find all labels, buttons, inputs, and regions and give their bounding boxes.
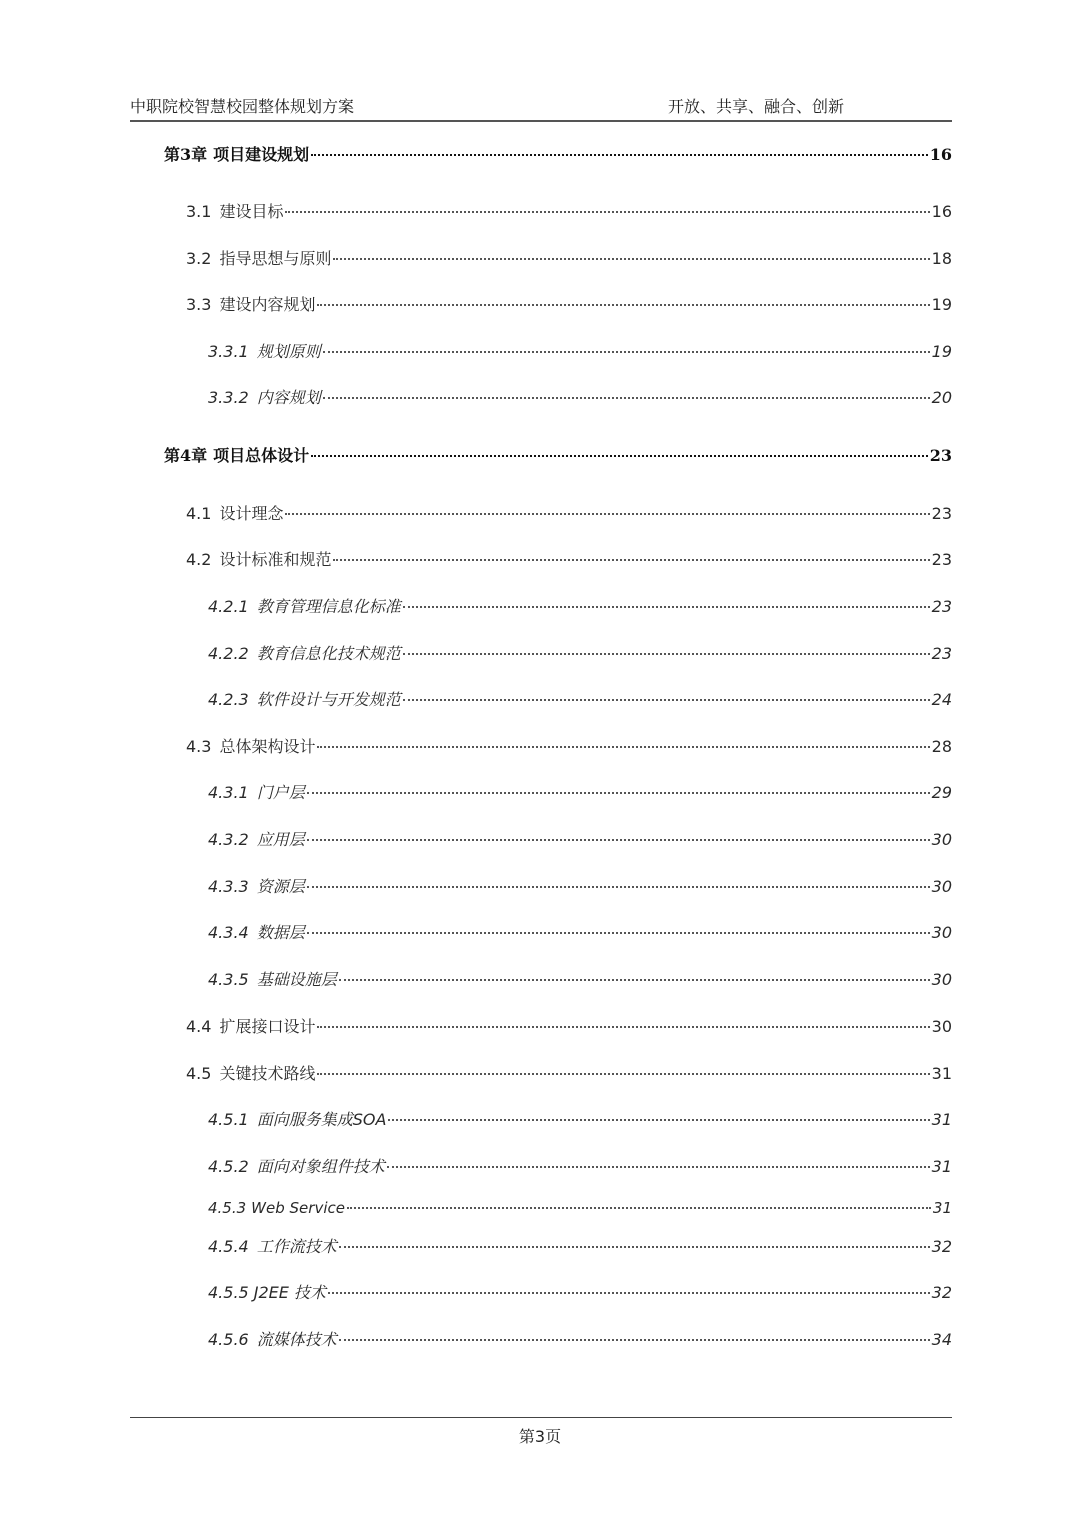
toc-leader: [403, 653, 930, 655]
toc-page: 18: [931, 249, 952, 268]
toc-page: 23: [931, 504, 952, 523]
page-number: 第3页: [518, 1427, 562, 1446]
toc-leader: [387, 1166, 930, 1168]
toc-page: 31: [931, 1064, 952, 1083]
toc-section-3-1[interactable]: [186, 200, 952, 224]
toc-page: 30: [931, 830, 952, 849]
toc-leader: [311, 154, 928, 156]
toc-leader: [285, 513, 929, 515]
toc-leader: [339, 1246, 930, 1248]
toc-number: 4.3.1: [208, 783, 249, 802]
toc-title: 项目建设规划: [213, 145, 310, 164]
toc-subsection-4-3-2[interactable]: [208, 828, 952, 852]
toc-page: 32: [931, 1237, 952, 1256]
toc-page: 32: [931, 1283, 952, 1302]
toc-leader: [403, 699, 930, 701]
toc-page: 23: [931, 644, 952, 663]
toc-number: 4.1: [186, 504, 212, 523]
toc-leader: [347, 1207, 931, 1209]
toc-number: 4.3.4: [208, 923, 249, 942]
toc-title: 建设内容规划: [219, 295, 316, 314]
toc-leader: [317, 1073, 929, 1075]
toc-section-4-4[interactable]: [186, 1015, 952, 1039]
toc-subsection-4-5-3[interactable]: [208, 1196, 952, 1220]
toc-subsection-4-5-1[interactable]: [208, 1108, 952, 1132]
toc-title: 教育信息化技术规范: [256, 644, 401, 663]
toc-number: 3.3.2: [208, 388, 249, 407]
toc-title: 指导思想与原则: [219, 249, 332, 268]
toc-leader: [307, 792, 930, 794]
toc-page: 16: [931, 202, 952, 221]
toc-subsection-4-2-3[interactable]: [208, 688, 952, 712]
toc-leader: [333, 559, 929, 561]
toc-page: 30: [931, 923, 952, 942]
toc-number: 4.2: [186, 550, 212, 569]
toc-section-4-1[interactable]: [186, 502, 952, 526]
toc-number: 3.3.1: [208, 342, 249, 361]
header-divider: [130, 120, 952, 122]
toc-page: 31: [931, 1157, 952, 1176]
toc-page: 19: [931, 342, 952, 361]
toc-title: 教育管理信息化标准: [256, 597, 401, 616]
toc-title: 设计标准和规范: [219, 550, 332, 569]
toc-page: 16: [929, 145, 952, 164]
toc-title: 设计理念: [219, 504, 284, 523]
toc-leader: [311, 455, 928, 457]
toc-leader: [307, 839, 930, 841]
toc-number: 4.5: [186, 1064, 212, 1083]
page-header: [130, 92, 952, 120]
toc-number: 4.2.1: [208, 597, 249, 616]
toc-page: 29: [931, 783, 952, 802]
toc-subsection-3-3-1[interactable]: [208, 340, 952, 364]
toc-page: 28: [931, 737, 952, 756]
toc-subsection-4-3-1[interactable]: [208, 781, 952, 805]
toc-number: 第4章: [164, 446, 208, 465]
toc-chapter-3[interactable]: [164, 143, 952, 167]
toc-leader: [323, 351, 930, 353]
toc-leader: [328, 1292, 930, 1294]
toc-leader: [317, 1026, 929, 1028]
toc-page: 23: [931, 550, 952, 569]
toc-leader: [333, 258, 929, 260]
toc-number: 3.2: [186, 249, 212, 268]
toc-number: 4.5.2: [208, 1157, 249, 1176]
toc-title: 资源层: [256, 877, 305, 896]
toc-section-3-3[interactable]: [186, 293, 952, 317]
toc-number: 3.1: [186, 202, 212, 221]
header-slogan: 开放、共享、融合、创新: [668, 97, 845, 116]
toc-subsection-4-3-5[interactable]: [208, 968, 952, 992]
toc-subsection-4-5-4[interactable]: [208, 1235, 952, 1259]
toc-title: 规划原则: [256, 342, 321, 361]
toc-subsection-4-3-3[interactable]: [208, 875, 952, 899]
toc-subsection-4-5-2[interactable]: [208, 1155, 952, 1179]
toc-page: 31: [932, 1199, 952, 1217]
toc-section-4-2[interactable]: [186, 548, 952, 572]
toc-leader: [323, 397, 930, 399]
toc-page: 20: [931, 388, 952, 407]
toc-number: 4.3: [186, 737, 212, 756]
toc-number: 4.5.1: [208, 1110, 249, 1129]
toc-leader: [307, 932, 930, 934]
toc-number: 4.2.3: [208, 690, 249, 709]
toc-number: 4.2.2: [208, 644, 249, 663]
toc-number: 4.5.6: [208, 1330, 249, 1349]
toc-title: 建设目标: [219, 202, 284, 221]
footer-divider: [130, 1417, 952, 1418]
toc-section-3-2[interactable]: [186, 247, 952, 271]
toc-title: J2EE 技术: [253, 1283, 326, 1302]
toc-section-4-5[interactable]: [186, 1062, 952, 1086]
toc-leader: [339, 1339, 930, 1341]
toc-title: 面向对象组件技术: [256, 1157, 385, 1176]
toc-subsection-3-3-2[interactable]: [208, 386, 952, 410]
toc-title: 门户层: [256, 783, 305, 802]
toc-title: 总体架构设计: [219, 737, 316, 756]
toc-number: 第3章: [164, 145, 208, 164]
toc-subsection-4-2-2[interactable]: [208, 642, 952, 666]
toc-leader: [403, 606, 930, 608]
toc-page: 23: [929, 446, 952, 465]
toc-title: 关键技术路线: [219, 1064, 316, 1083]
toc-section-4-3[interactable]: [186, 735, 952, 759]
toc-title: 面向服务集成SOA: [256, 1110, 387, 1129]
toc-number: 4.3.5: [208, 970, 249, 989]
toc-title: Web Service: [251, 1199, 345, 1217]
toc-number: 4.5.3: [208, 1199, 247, 1217]
toc-title: 项目总体设计: [213, 446, 310, 465]
toc-title: 数据层: [256, 923, 305, 942]
toc-page: 19: [931, 295, 952, 314]
toc-leader: [339, 979, 930, 981]
toc-subsection-4-5-6[interactable]: [208, 1328, 952, 1352]
toc-page: 30: [931, 970, 952, 989]
toc-title: 扩展接口设计: [219, 1017, 316, 1036]
toc-leader: [307, 886, 930, 888]
toc-title: 流媒体技术: [256, 1330, 337, 1349]
toc-leader: [317, 304, 929, 306]
toc-title: 基础设施层: [256, 970, 337, 989]
toc-page: 23: [931, 597, 952, 616]
toc-page: 34: [931, 1330, 952, 1349]
toc-title: 工作流技术: [256, 1237, 337, 1256]
toc-leader: [317, 746, 929, 748]
toc-subsection-4-3-4[interactable]: [208, 921, 952, 945]
toc-subsection-4-2-1[interactable]: [208, 595, 952, 619]
toc-page: 30: [931, 877, 952, 896]
toc-subsection-4-5-5[interactable]: [208, 1281, 952, 1305]
toc-number: 4.3.2: [208, 830, 249, 849]
toc-chapter-4[interactable]: [164, 444, 952, 468]
toc-number: 3.3: [186, 295, 212, 314]
toc-title: 应用层: [256, 830, 305, 849]
toc-leader: [285, 211, 929, 213]
toc-title: 软件设计与开发规范: [256, 690, 401, 709]
toc-leader: [388, 1119, 929, 1121]
toc-page: 31: [931, 1110, 952, 1129]
toc-number: 4.5.4: [208, 1237, 249, 1256]
toc-number: 4.3.3: [208, 877, 249, 896]
document-title: 中职院校智慧校园整体规划方案: [130, 97, 355, 116]
toc-number: 4.4: [186, 1017, 212, 1036]
toc-page: 30: [931, 1017, 952, 1036]
toc-title: 内容规划: [256, 388, 321, 407]
toc-page: 24: [931, 690, 952, 709]
toc-number: 4.5.5: [208, 1283, 249, 1302]
